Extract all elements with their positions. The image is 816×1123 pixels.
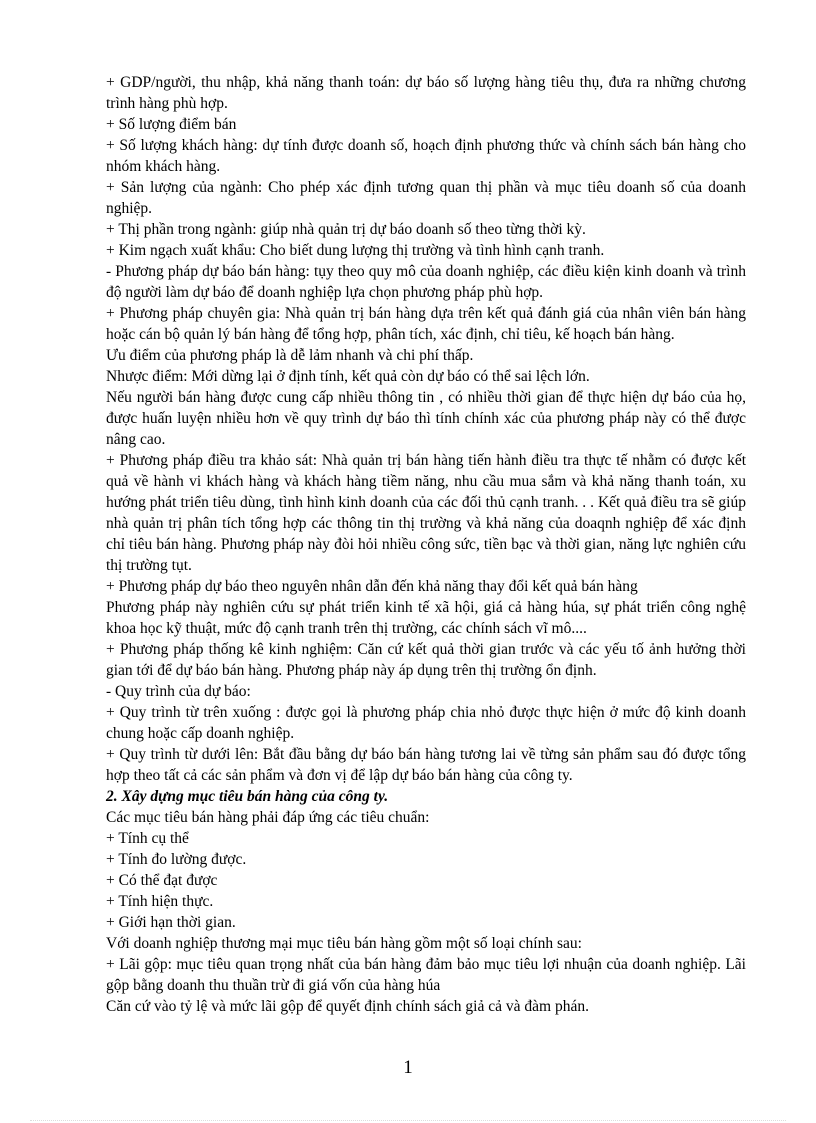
paragraph: + Quy trình từ trên xuống : được gọi là phương pháp chia nhỏ được thực hiện ở mức độ kinh doanh chung hoặc cấp doanh nghiệp. xyxy=(106,704,746,742)
list-item: + Tính đo lường được. xyxy=(106,851,247,868)
paragraph: Phương pháp này nghiên cứu sự phát triển kinh tế xã hội, giá cả hàng húa, sự phát triển công nghệ khoa học kỹ thuật, mức độ cạnh tranh trên thị trường, các chính sách vĩ mô.... xyxy=(106,599,746,637)
paragraph: - Quy trình của dự báo: xyxy=(106,683,251,700)
page-number: 1 xyxy=(403,1057,413,1078)
paragraph: + Thị phần trong ngành: giúp nhà quản trị dự báo doanh số theo từng thời kỳ. xyxy=(106,221,586,238)
paragraph: - Phương pháp dự báo bán hàng: tụy theo quy mô của doanh nghiệp, các điều kiện kinh doanh và trình độ người làm dự báo để doanh nghiệp lựa chọn phương pháp phù hợp. xyxy=(106,263,746,301)
paragraph: + Sản lượng của ngành: Cho phép xác định tương quan thị phần và mục tiêu doanh số của doanh nghiệp. xyxy=(106,179,746,217)
footer-divider xyxy=(30,1120,786,1121)
paragraph: Nhược điểm: Mới dừng lại ở định tính, kết quả còn dự báo có thể sai lệch lớn. xyxy=(106,368,590,385)
section-heading: 2. Xây dựng mục tiêu bán hàng của công ty. xyxy=(106,788,389,805)
paragraph: Với doanh nghiệp thương mại mục tiêu bán hàng gồm một số loại chính sau: xyxy=(106,935,582,952)
paragraph: + Quy trình từ dưới lên: Bắt đầu bằng dự báo bán hàng tương lai về từng sản phẩm sau đó được tổng hợp theo tất cả các sản phẩm và đơn vị để lập dự báo bán hàng của công ty. xyxy=(106,746,746,784)
paragraph: + GDP/người, thu nhập, khả năng thanh toán: dự báo số lượng hàng tiêu thụ, đưa ra những chương trình hàng phù hợp. xyxy=(106,74,746,112)
paragraph: Nếu người bán hàng được cung cấp nhiều thông tin , có nhiều thời gian để thực hiện dự báo của họ, được huấn luyện nhiều hơn về quy trình dự báo thì tính chính xác của phương pháp này có thể được nâng cao. xyxy=(106,389,746,448)
paragraph: + Phương pháp thống kê kinh nghiệm: Căn cứ kết quả thời gian trước và các yếu tố ảnh hưởng thời gian tới để dự báo bán hàng. Phương pháp này áp dụng trên thị trường ổn định. xyxy=(106,641,746,679)
list-item: + Tính hiện thực. xyxy=(106,893,214,910)
list-item: + Tính cụ thể xyxy=(106,830,189,847)
paragraph: + Phương pháp dự báo theo nguyên nhân dẫn đến khả năng thay đổi kết quả bán hàng xyxy=(106,578,638,595)
paragraph: + Phương pháp chuyên gia: Nhà quản trị bán hàng dựa trên kết quả đánh giá của nhân viên bán hàng hoặc cán bộ quản lý bán hàng để tổng hợp, phân tích, xác định, chỉ tiêu, kế hoạch bán hàng. xyxy=(106,305,746,343)
paragraph: Các mục tiêu bán hàng phải đáp ứng các tiêu chuẩn: xyxy=(106,809,430,826)
paragraph: + Số lượng khách hàng: dự tính được doanh số, hoạch định phương thức và chính sách bán hàng cho nhóm khách hàng. xyxy=(106,137,746,175)
paragraph: Căn cứ vào tỷ lệ và mức lãi gộp để quyết định chính sách giả cả và đàm phán. xyxy=(106,998,589,1015)
list-item: + Giới hạn thời gian. xyxy=(106,914,236,931)
paragraph: + Phương pháp điều tra khảo sát: Nhà quản trị bán hàng tiến hành điều tra thực tế nhằm có được kết quả về hành vi khách hàng và khách hàng tiềm năng, nhu cầu mua sắm và khả năng thanh toán, xu hướng phát triển tiêu dùng, tình hình kinh doanh của các đối thủ cạnh tranh. . . Kết quả điều tra sẽ giúp nhà quản trị phân tích tổng hợp các thông tin thị trường và khả năng của doaqnh nghiệp để xác định chỉ tiêu bán hàng. Phương pháp này đòi hỏi nhiều công sức, tiền bạc và thời gian, năng lực nghiên cứu thị trường tụt. xyxy=(106,452,746,574)
paragraph: + Kim ngạch xuất khẩu: Cho biết dung lượng thị trường và tình hình cạnh tranh. xyxy=(106,242,605,259)
document-page xyxy=(106,72,746,1017)
list-item: + Có thể đạt được xyxy=(106,872,218,889)
paragraph: Ưu điểm của phương pháp là dễ lảm nhanh và chi phí thấp. xyxy=(106,347,474,364)
paragraph: + Lãi gộp: mục tiêu quan trọng nhất của bán hàng đảm bảo mục tiêu lợi nhuận của doanh nghiệp. Lãi gộp bằng doanh thu thuần trừ đi giá vốn của hàng húa xyxy=(106,956,746,994)
paragraph: + Số lượng điểm bán xyxy=(106,116,237,133)
